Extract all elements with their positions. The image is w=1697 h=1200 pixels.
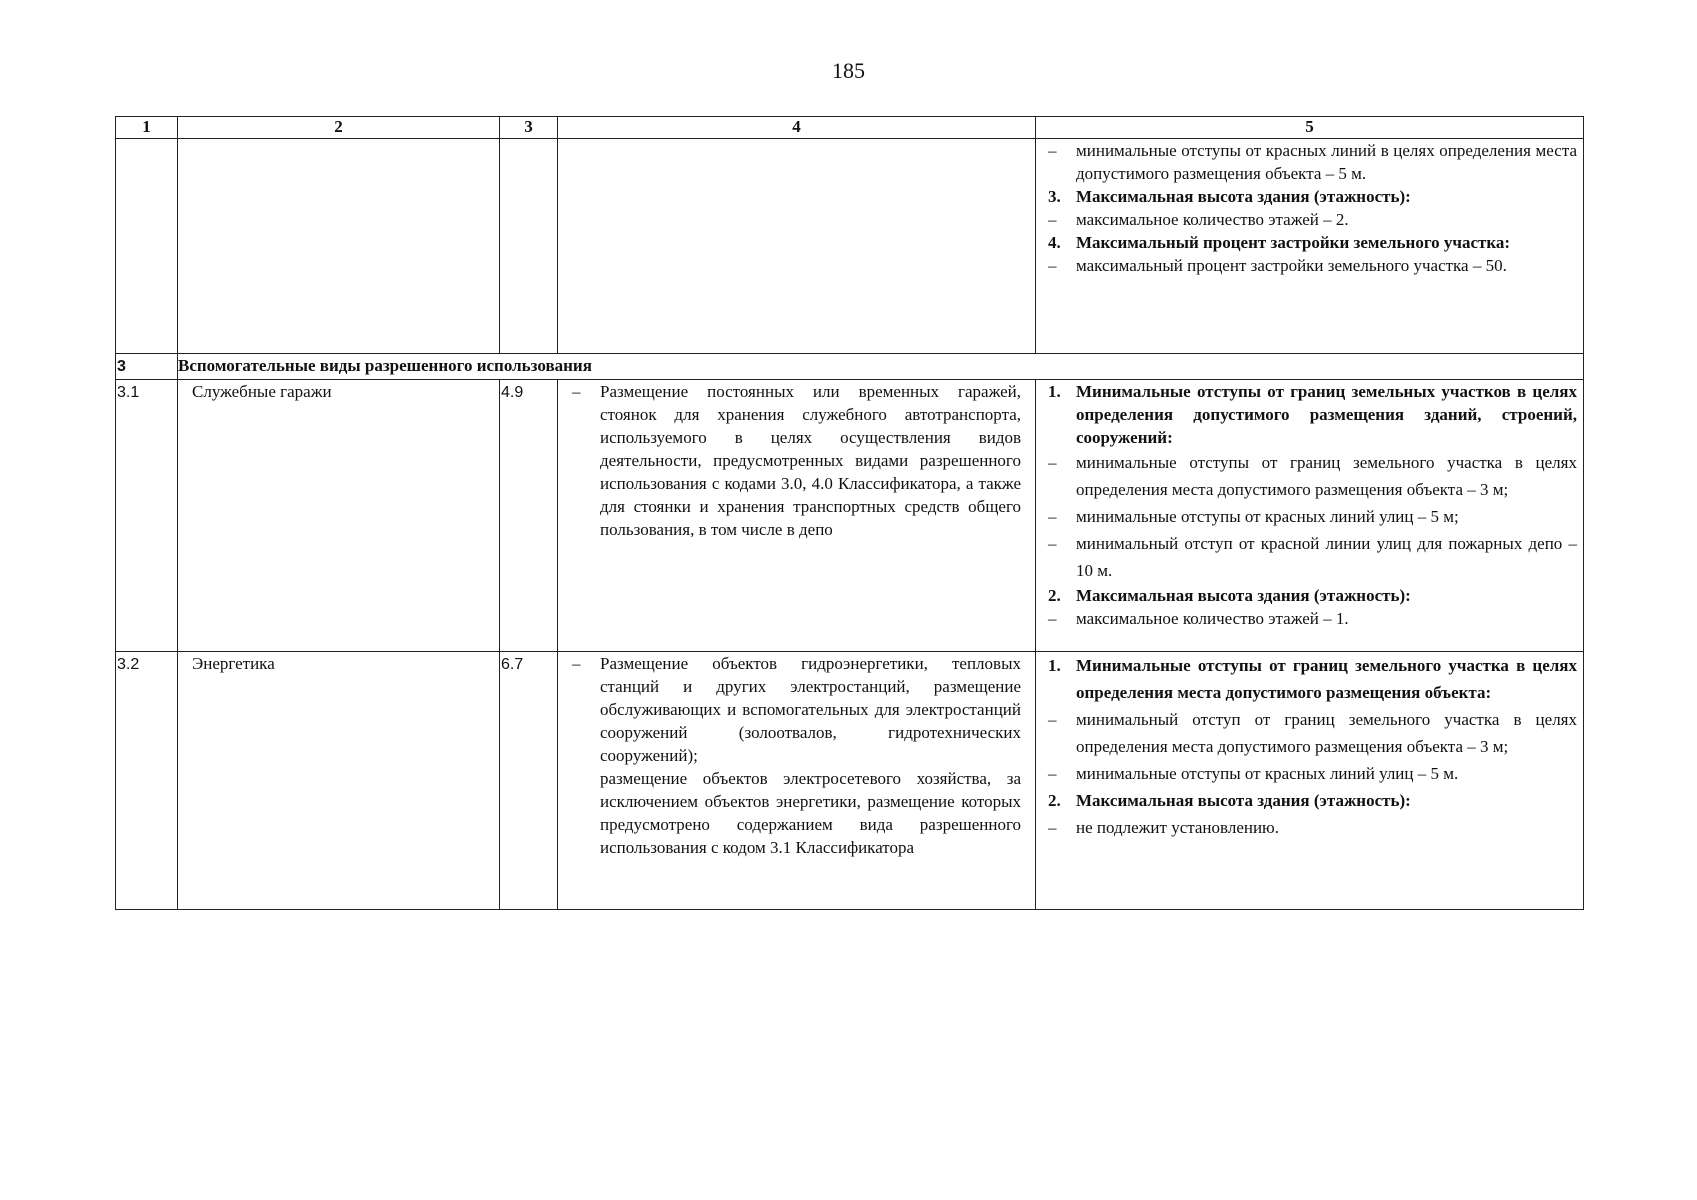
param-text: Максимальная высота здания (этажность): <box>1076 586 1411 605</box>
param-item <box>1048 760 1577 787</box>
section-code: 3 <box>116 354 178 380</box>
param-heading <box>1048 185 1577 208</box>
description-mark: – <box>572 382 581 401</box>
param-text: Минимальные отступы от границ земельных участков в целях определения допустимого размещения зданий, строений, сооружений: <box>1076 382 1577 447</box>
param-mark: – <box>1048 534 1057 553</box>
section-title: Вспомогательные виды разрешенного использования <box>178 354 1584 380</box>
param-mark: – <box>1048 141 1057 160</box>
param-item <box>1048 607 1577 630</box>
param-mark: – <box>1048 210 1057 229</box>
param-mark: 2. <box>1048 791 1061 810</box>
param-mark: 2. <box>1048 586 1061 605</box>
param-mark: – <box>1048 818 1057 837</box>
param-text: минимальный отступ от границ земельного участка в целях определения места допустимого размещения объекта – 3 м; <box>1076 710 1577 756</box>
continuation-row <box>116 139 1584 354</box>
header-col-2: 2 <box>178 117 500 139</box>
description-item <box>572 380 1021 541</box>
continuation-cell-4 <box>558 139 1036 354</box>
param-item <box>1048 208 1577 231</box>
param-text: минимальные отступы от красных линий в целях определения места допустимого размещения объекта – 5 м. <box>1076 141 1577 183</box>
param-mark: 4. <box>1048 233 1061 252</box>
param-heading <box>1048 231 1577 254</box>
param-heading <box>1048 652 1577 706</box>
param-text: Минимальные отступы от границ земельного участка в целях определения места допустимого размещения объекта: <box>1076 656 1577 702</box>
param-item <box>1048 139 1577 185</box>
param-mark: 1. <box>1048 656 1061 675</box>
row-kind-code: 6.7 <box>500 652 558 910</box>
param-item <box>1048 814 1577 841</box>
row-name: Служебные гаражи <box>178 380 500 652</box>
row-description <box>558 380 1036 652</box>
header-col-1: 1 <box>116 117 178 139</box>
header-row <box>116 117 1584 139</box>
param-text: минимальные отступы от красных линий улиц – 5 м. <box>1076 764 1459 783</box>
param-mark: – <box>1048 453 1057 472</box>
param-mark: – <box>1048 507 1057 526</box>
header-col-3: 3 <box>500 117 558 139</box>
param-heading <box>1048 380 1577 449</box>
row-params <box>1036 652 1584 910</box>
row-code: 3.2 <box>116 652 178 910</box>
table-row <box>116 652 1584 910</box>
row-code: 3.1 <box>116 380 178 652</box>
zoning-table <box>115 116 1584 910</box>
row-params <box>1036 380 1584 652</box>
description-text: Размещение объектов гидроэнергетики, тепловых станций и других электростанций, размещение обслуживающих и вспомогательных для электростанций сооружений (золоотвалов, гидротехнических сооружений); <box>600 654 1021 765</box>
description-item <box>572 652 1021 859</box>
param-text: Максимальная высота здания (этажность): <box>1076 791 1411 810</box>
param-text: максимальное количество этажей – 1. <box>1076 609 1349 628</box>
param-text: максимальное количество этажей – 2. <box>1076 210 1349 229</box>
page-number: 185 <box>832 58 865 83</box>
description-text: Размещение постоянных или временных гаражей, стоянок для хранения служебного автотранспорта, используемого в целях осуществления видов деятельности, предусмотренных видами разрешенного использования с кодами 3.0, 4.0 Классификатора, а также для стоянки и хранения транспортных средств общего пользования, в том числе в депо <box>600 382 1021 539</box>
description-mark: – <box>572 654 581 673</box>
param-item <box>1048 503 1577 530</box>
section-row <box>116 354 1584 380</box>
param-item <box>1048 254 1577 277</box>
param-text: не подлежит установлению. <box>1076 818 1280 837</box>
param-text: минимальные отступы от красных линий улиц – 5 м; <box>1076 507 1459 526</box>
description-text: размещение объектов электросетевого хозяйства, за исключением объектов энергетики, размещение которых предусмотрено содержанием вида разрешенного использования с кодом 3.1 Классификатора <box>600 769 1021 857</box>
continuation-cell-2 <box>178 139 500 354</box>
param-mark: 1. <box>1048 382 1061 401</box>
param-text: минимальный отступ от красной линии улиц для пожарных депо – 10 м. <box>1076 534 1577 580</box>
row-name: Энергетика <box>178 652 500 910</box>
row-description <box>558 652 1036 910</box>
param-text: максимальный процент застройки земельного участка – 50. <box>1076 256 1507 275</box>
param-heading <box>1048 787 1577 814</box>
param-item <box>1048 530 1577 584</box>
param-heading <box>1048 584 1577 607</box>
param-mark: – <box>1048 256 1057 275</box>
param-text: Максимальная высота здания (этажность): <box>1076 187 1411 206</box>
continuation-cell-1 <box>116 139 178 354</box>
header-col-5: 5 <box>1036 117 1584 139</box>
continuation-cell-5 <box>1036 139 1584 354</box>
row-kind-code: 4.9 <box>500 380 558 652</box>
param-mark: – <box>1048 609 1057 628</box>
continuation-cell-3 <box>500 139 558 354</box>
param-mark: – <box>1048 710 1057 729</box>
param-item <box>1048 706 1577 760</box>
param-item <box>1048 449 1577 503</box>
table-row <box>116 380 1584 652</box>
param-text: Максимальный процент застройки земельного участка: <box>1076 233 1511 252</box>
header-col-4: 4 <box>558 117 1036 139</box>
param-mark: 3. <box>1048 187 1061 206</box>
param-mark: – <box>1048 764 1057 783</box>
param-text: минимальные отступы от границ земельного участка в целях определения места допустимого размещения объекта – 3 м; <box>1076 453 1577 499</box>
description-text-group <box>600 652 1021 859</box>
